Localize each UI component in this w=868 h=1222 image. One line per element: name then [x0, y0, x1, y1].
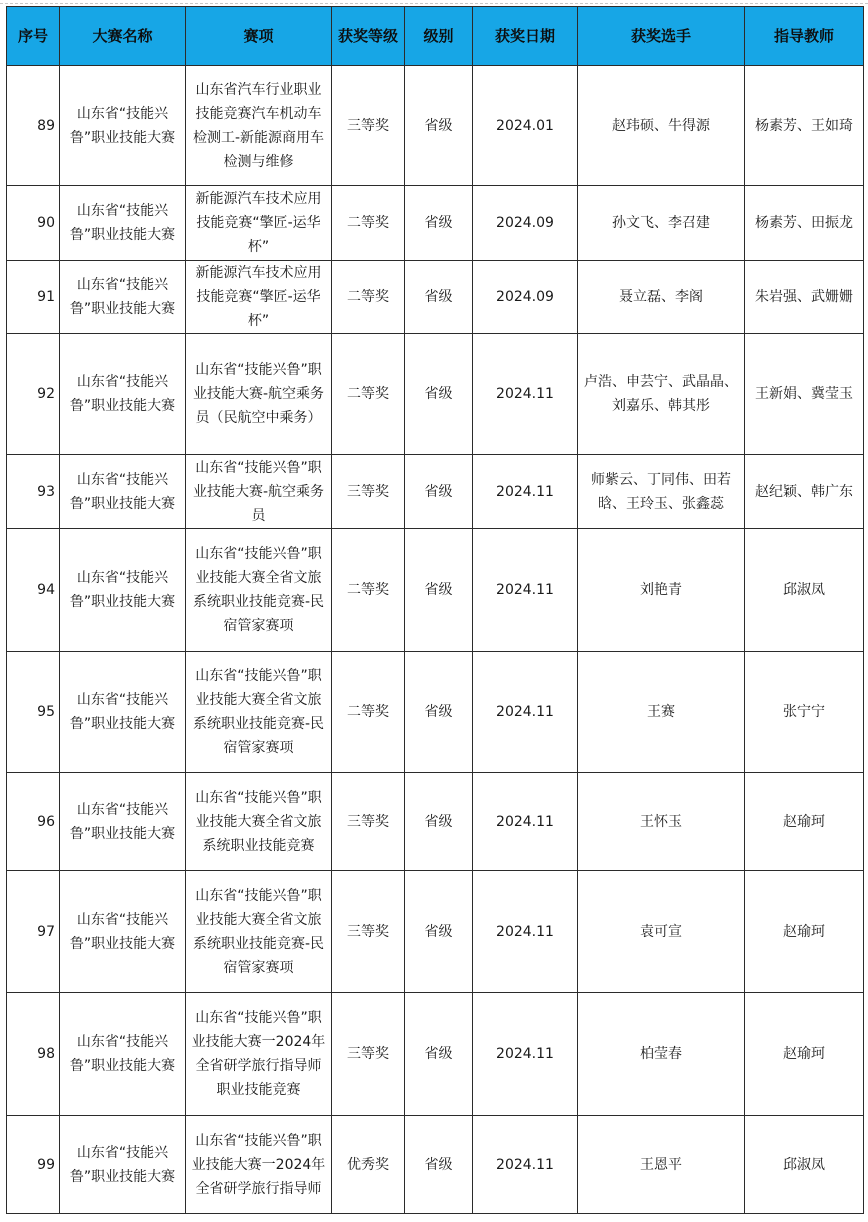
table-row: [7, 66, 864, 186]
competition-name-text: 山东省“技能兴鲁”职业技能大赛: [69, 471, 176, 512]
award-winners-text: 聂立磊、李阁: [619, 289, 703, 305]
event-name: [186, 993, 332, 1116]
row-number-text: 96: [37, 813, 55, 830]
award-level-text: 优秀奖: [347, 1156, 389, 1173]
instructors: [745, 66, 864, 186]
award-level: [332, 66, 405, 186]
competition-name-text: 山东省“技能兴鲁”职业技能大赛: [69, 570, 176, 610]
event-name-text: 山东省“技能兴鲁”职业技能大赛全省文旅系统职业技能竞赛: [195, 789, 322, 854]
event-name-text: 山东省“技能兴鲁”职业技能大赛全省文旅系统职业技能竞赛-民宿管家赛项: [192, 887, 325, 976]
instructors: [745, 652, 864, 773]
award-date-text: 2024.01: [496, 117, 554, 134]
instructors: [745, 1116, 864, 1214]
award-level: [332, 652, 405, 773]
award-winners: [578, 993, 745, 1116]
award-grade-text: 省级: [424, 704, 453, 720]
award-level-text: 二等奖: [347, 704, 389, 720]
instructors: [745, 261, 864, 334]
award-winners-text: 赵玮硕、牛得源: [612, 117, 710, 134]
table-row: [7, 871, 864, 993]
row-number: [7, 66, 60, 186]
award-grade: [405, 773, 473, 871]
competition-name: [60, 186, 186, 261]
award-date-text: 2024.11: [496, 582, 554, 598]
award-winners: [578, 1116, 745, 1214]
row-number: [7, 871, 60, 993]
row-number-text: 94: [37, 582, 55, 598]
competition-name: [60, 455, 186, 529]
award-winners: [578, 334, 745, 455]
award-winners: [578, 186, 745, 261]
award-date: [473, 66, 578, 186]
row-number: [7, 1116, 60, 1214]
award-grade: [405, 186, 473, 261]
award-grade-text: 省级: [424, 483, 453, 500]
award-winners-text: 王恩平: [640, 1156, 682, 1173]
award-level-text: 三等奖: [347, 483, 389, 500]
award-grade: [405, 66, 473, 186]
table-row: [7, 455, 864, 529]
competition-name: [60, 993, 186, 1116]
competition-name-text: 山东省“技能兴鲁”职业技能大赛: [69, 801, 176, 842]
award-winners-text: 王赛: [647, 704, 675, 720]
instructors: [745, 334, 864, 455]
award-date: [473, 455, 578, 529]
event-name-text: 新能源汽车技术应用技能竞赛“擎匠-运华杯”: [195, 191, 322, 255]
award-level: [332, 334, 405, 455]
award-date: [473, 871, 578, 993]
event-name-text: 山东省“技能兴鲁”职业技能大赛全省文旅系统职业技能竞赛-民宿管家赛项: [192, 546, 325, 634]
award-winners-text: 卢浩、申芸宁、武晶晶、刘嘉乐、韩其彤: [584, 374, 738, 414]
table-row: [7, 773, 864, 871]
table-row: [7, 1116, 864, 1214]
award-level: [332, 871, 405, 993]
award-date-text: 2024.11: [496, 923, 554, 940]
award-winners-text: 王怀玉: [640, 813, 682, 830]
award-level-text: 三等奖: [347, 1046, 389, 1062]
award-level-text: 二等奖: [347, 582, 389, 598]
row-number: [7, 334, 60, 455]
award-winners: [578, 66, 745, 186]
competition-name-text: 山东省“技能兴鲁”职业技能大赛: [69, 1144, 176, 1185]
instructors-text: 朱岩强、武姗姗: [755, 289, 853, 305]
header-grade: 级别: [405, 7, 473, 66]
competition-name: [60, 261, 186, 334]
award-winners-text: 刘艳青: [640, 582, 682, 598]
header-date: 获奖日期: [473, 7, 578, 66]
event-name: [186, 652, 332, 773]
award-grade-text: 省级: [424, 1156, 453, 1173]
instructors-text: 赵瑜珂: [783, 1046, 825, 1062]
award-level-text: 二等奖: [347, 386, 389, 402]
table-row: [7, 993, 864, 1116]
instructors-text: 赵纪颖、韩广东: [755, 483, 853, 500]
event-name-text: 山东省“技能兴鲁”职业技能大赛全省文旅系统职业技能竞赛-民宿管家赛项: [192, 668, 325, 756]
instructors: [745, 993, 864, 1116]
award-date: [473, 529, 578, 652]
award-date-text: 2024.09: [496, 215, 554, 231]
instructors-text: 邱淑凤: [783, 1156, 825, 1173]
instructors-text: 赵瑜珂: [783, 923, 825, 940]
event-name-text: 山东省汽车行业职业技能竞赛汽车机动车检测工-新能源商用车检测与维修: [192, 81, 325, 170]
instructors-text: 赵瑜珂: [783, 813, 825, 830]
event-name-text: 山东省“技能兴鲁”职业技能大赛-航空乘务员: [192, 459, 325, 524]
award-winners: [578, 261, 745, 334]
award-date-text: 2024.09: [496, 289, 554, 305]
table-row: [7, 652, 864, 773]
row-number-text: 90: [37, 215, 55, 231]
award-date: [473, 773, 578, 871]
table-body: [7, 66, 864, 1214]
awards-table: [6, 6, 864, 1214]
event-name: [186, 455, 332, 529]
row-number: [7, 186, 60, 261]
award-grade: [405, 993, 473, 1116]
award-winners: [578, 529, 745, 652]
row-number: [7, 529, 60, 652]
award-level: [332, 1116, 405, 1214]
row-number: [7, 993, 60, 1116]
award-date-text: 2024.11: [496, 1156, 554, 1173]
award-grade-text: 省级: [424, 386, 453, 402]
award-grade-text: 省级: [424, 923, 453, 940]
header-winners: 获奖选手: [578, 7, 745, 66]
award-level-text: 二等奖: [347, 215, 389, 231]
award-date: [473, 1116, 578, 1214]
instructors: [745, 186, 864, 261]
award-level: [332, 186, 405, 261]
award-date: [473, 334, 578, 455]
competition-name: [60, 529, 186, 652]
row-number-text: 99: [37, 1156, 55, 1173]
award-grade-text: 省级: [424, 215, 453, 231]
event-name-text: 山东省“技能兴鲁”职业技能大赛一2024年全省研学旅行指导师: [191, 1132, 326, 1197]
event-name-text: 山东省“技能兴鲁”职业技能大赛一2024年全省研学旅行指导师职业技能竞赛: [191, 1010, 326, 1098]
row-number: [7, 261, 60, 334]
header-level: 获奖等级: [332, 7, 405, 66]
award-winners: [578, 652, 745, 773]
competition-name-text: 山东省“技能兴鲁”职业技能大赛: [69, 203, 176, 243]
instructors: [745, 529, 864, 652]
award-level: [332, 261, 405, 334]
award-grade-text: 省级: [424, 813, 453, 830]
row-number-text: 93: [37, 483, 55, 500]
competition-name: [60, 652, 186, 773]
table-header: [7, 7, 864, 66]
row-number-text: 97: [37, 923, 55, 940]
award-date: [473, 993, 578, 1116]
instructors: [745, 773, 864, 871]
header-row: [7, 7, 864, 66]
event-name: [186, 871, 332, 993]
competition-name: [60, 66, 186, 186]
event-name: [186, 334, 332, 455]
award-grade: [405, 455, 473, 529]
row-number: [7, 773, 60, 871]
competition-name: [60, 773, 186, 871]
page-top-border: [0, 3, 868, 4]
row-number-text: 91: [37, 289, 55, 305]
competition-name-text: 山东省“技能兴鲁”职业技能大赛: [69, 374, 176, 414]
competition-name-text: 山东省“技能兴鲁”职业技能大赛: [69, 692, 176, 732]
award-level-text: 三等奖: [347, 117, 389, 134]
instructors-text: 杨素芳、田振龙: [755, 215, 853, 231]
event-name: [186, 66, 332, 186]
competition-name: [60, 871, 186, 993]
table-row: [7, 186, 864, 261]
award-grade-text: 省级: [424, 1046, 453, 1062]
award-grade-text: 省级: [424, 582, 453, 598]
award-grade: [405, 652, 473, 773]
award-winners: [578, 871, 745, 993]
award-grade-text: 省级: [424, 289, 453, 305]
award-date-text: 2024.11: [496, 483, 554, 500]
award-level: [332, 529, 405, 652]
award-level: [332, 993, 405, 1116]
award-level: [332, 773, 405, 871]
row-number-text: 89: [37, 117, 55, 134]
competition-name: [60, 334, 186, 455]
instructors-text: 邱淑凤: [783, 582, 825, 598]
competition-name-text: 山东省“技能兴鲁”职业技能大赛: [69, 911, 176, 952]
award-winners-text: 柏莹春: [640, 1046, 682, 1062]
header-teachers: 指导教师: [745, 7, 864, 66]
award-winners: [578, 773, 745, 871]
competition-name-text: 山东省“技能兴鲁”职业技能大赛: [69, 277, 176, 317]
table-row: [7, 334, 864, 455]
award-level: [332, 455, 405, 529]
instructors-text: 杨素芳、王如琦: [755, 117, 853, 134]
award-grade: [405, 334, 473, 455]
award-level-text: 三等奖: [347, 923, 389, 940]
event-name: [186, 773, 332, 871]
event-name-text: 新能源汽车技术应用技能竞赛“擎匠-运华杯”: [195, 265, 322, 329]
award-grade-text: 省级: [424, 117, 453, 134]
row-number: [7, 455, 60, 529]
row-number: [7, 652, 60, 773]
award-date-text: 2024.11: [496, 1046, 554, 1062]
instructors-text: 王新娟、冀莹玉: [755, 386, 853, 402]
award-date-text: 2024.11: [496, 704, 554, 720]
table-row: [7, 261, 864, 334]
award-grade: [405, 529, 473, 652]
award-winners-text: 袁可宣: [640, 923, 682, 940]
award-date: [473, 652, 578, 773]
award-level-text: 二等奖: [347, 289, 389, 305]
event-name-text: 山东省“技能兴鲁”职业技能大赛-航空乘务员（民航空中乘务）: [192, 362, 325, 426]
header-no: 序号: [7, 7, 60, 66]
header-event: 赛项: [186, 7, 332, 66]
award-date-text: 2024.11: [496, 813, 554, 830]
event-name: [186, 261, 332, 334]
award-date: [473, 261, 578, 334]
row-number-text: 98: [37, 1046, 55, 1062]
award-grade: [405, 871, 473, 993]
award-grade: [405, 1116, 473, 1214]
award-date-text: 2024.11: [496, 386, 554, 402]
instructors: [745, 871, 864, 993]
competition-name-text: 山东省“技能兴鲁”职业技能大赛: [69, 1034, 176, 1074]
table-row: [7, 529, 864, 652]
header-competition: 大赛名称: [60, 7, 186, 66]
event-name: [186, 186, 332, 261]
competition-name: [60, 1116, 186, 1214]
instructors-text: 张宁宁: [783, 704, 825, 720]
instructors: [745, 455, 864, 529]
award-grade: [405, 261, 473, 334]
award-winners-text: 孙文飞、李召建: [612, 215, 710, 231]
row-number-text: 95: [37, 704, 55, 720]
row-number-text: 92: [37, 386, 55, 402]
award-date: [473, 186, 578, 261]
event-name: [186, 1116, 332, 1214]
event-name: [186, 529, 332, 652]
award-winners-text: 师紫云、丁同伟、田若晗、王玲玉、张鑫蕊: [591, 471, 731, 512]
award-level-text: 三等奖: [347, 813, 389, 830]
award-winners: [578, 455, 745, 529]
competition-name-text: 山东省“技能兴鲁”职业技能大赛: [69, 105, 176, 146]
